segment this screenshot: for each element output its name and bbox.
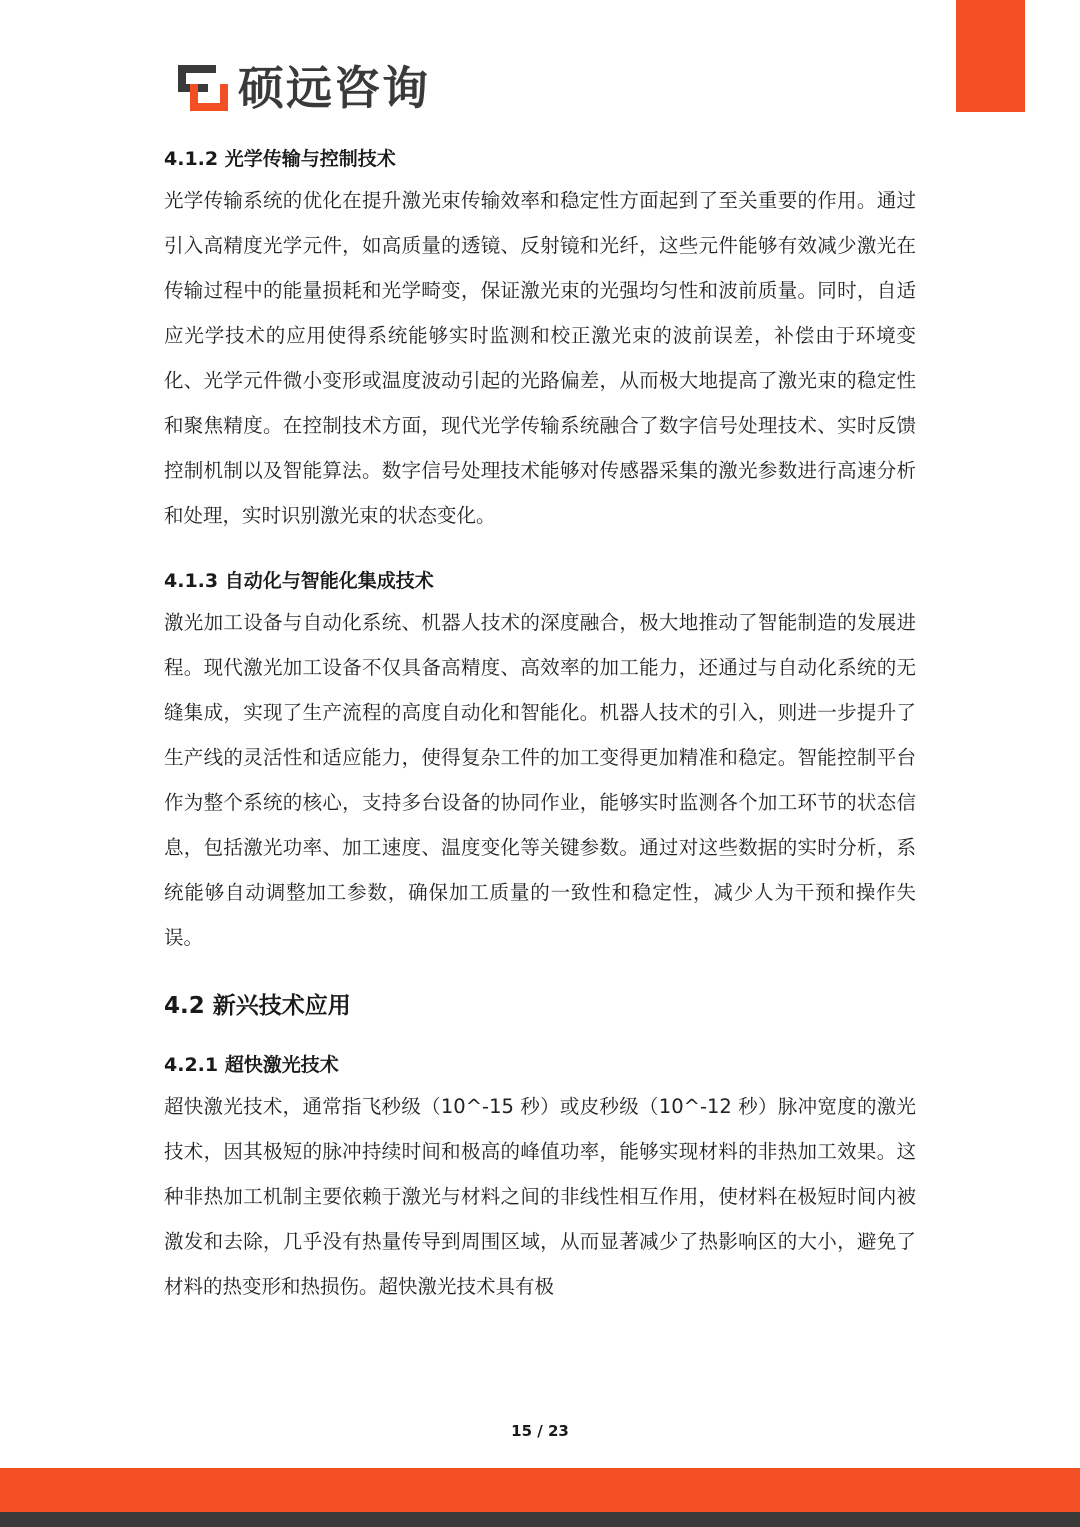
page-number: 15 / 23 (511, 1422, 569, 1440)
section-heading-4-1-2: 4.1.2 光学传输与控制技术 (164, 148, 396, 170)
section-heading-4-2: 4.2 新兴技术应用 (164, 993, 351, 1019)
section-paragraph-4-1-3: 激光加工设备与自动化系统、机器人技术的深度融合，极大地推动了智能制造的发展进程。现代激光加工设备不仅具备高精度、高效率的加工能力，还通过与自动化系统的无缝集成，实现了生产流程的高度自动化和智能化。机器人技术的引入，则进一步提升了生产线的灵活性和适应能力，使得复杂工件的加工变得更加精准和稳定。智能控制平台作为整个系统的核心，支持多台设备的协同作业，能够实时监测各个加工环节的状态信息，包括激光功率、加工速度、温度变化等关键参数。通过对这些数据的实时分析，系统能够自动调整加工参数，确保加工质量的一致性和稳定性，减少人为干预和操作失误。 (164, 611, 916, 949)
document-body (164, 140, 916, 1309)
corner-accent-block (956, 0, 1025, 112)
section-paragraph-4-2-1: 超快激光技术，通常指飞秒级（10^-15 秒）或皮秒级（10^-12 秒）脉冲宽度的激光技术，因其极短的脉冲持续时间和极高的峰值功率，能够实现材料的非热加工效果。这种非热加工机制主要依赖于激光与材料之间的非线性相互作用，使材料在极短时间内被激发和去除，几乎没有热量传导到周围区域，从而显著减少了热影响区的大小，避免了材料的热变形和热损伤。超快激光技术具有极 (164, 1095, 916, 1298)
section-heading-4-2-1: 4.2.1 超快激光技术 (164, 1054, 339, 1076)
section-paragraph-4-1-2: 光学传输系统的优化在提升激光束传输效率和稳定性方面起到了至关重要的作用。通过引入高精度光学元件，如高质量的透镜、反射镜和光纤，这些元件能够有效减少激光在传输过程中的能量损耗和光学畸变，保证激光束的光强均匀性和波前质量。同时，自适应光学技术的应用使得系统能够实时监测和校正激光束的波前误差，补偿由于环境变化、光学元件微小变形或温度波动引起的光路偏差，从而极大地提高了激光束的稳定性和聚焦精度。在控制技术方面，现代光学传输系统融合了数字信号处理技术、实时反馈控制机制以及智能算法。数字信号处理技术能够对传感器采集的激光参数进行高速分析和处理，实时识别激光束的状态变化。 (164, 189, 916, 527)
logo-mark-icon (178, 65, 228, 111)
logo-text: 硕远咨询 (238, 61, 430, 115)
footer-accent-bar (0, 1468, 1080, 1512)
footer-dark-bar (0, 1512, 1080, 1527)
company-logo (178, 62, 430, 114)
section-heading-4-1-3: 4.1.3 自动化与智能化集成技术 (164, 570, 434, 592)
